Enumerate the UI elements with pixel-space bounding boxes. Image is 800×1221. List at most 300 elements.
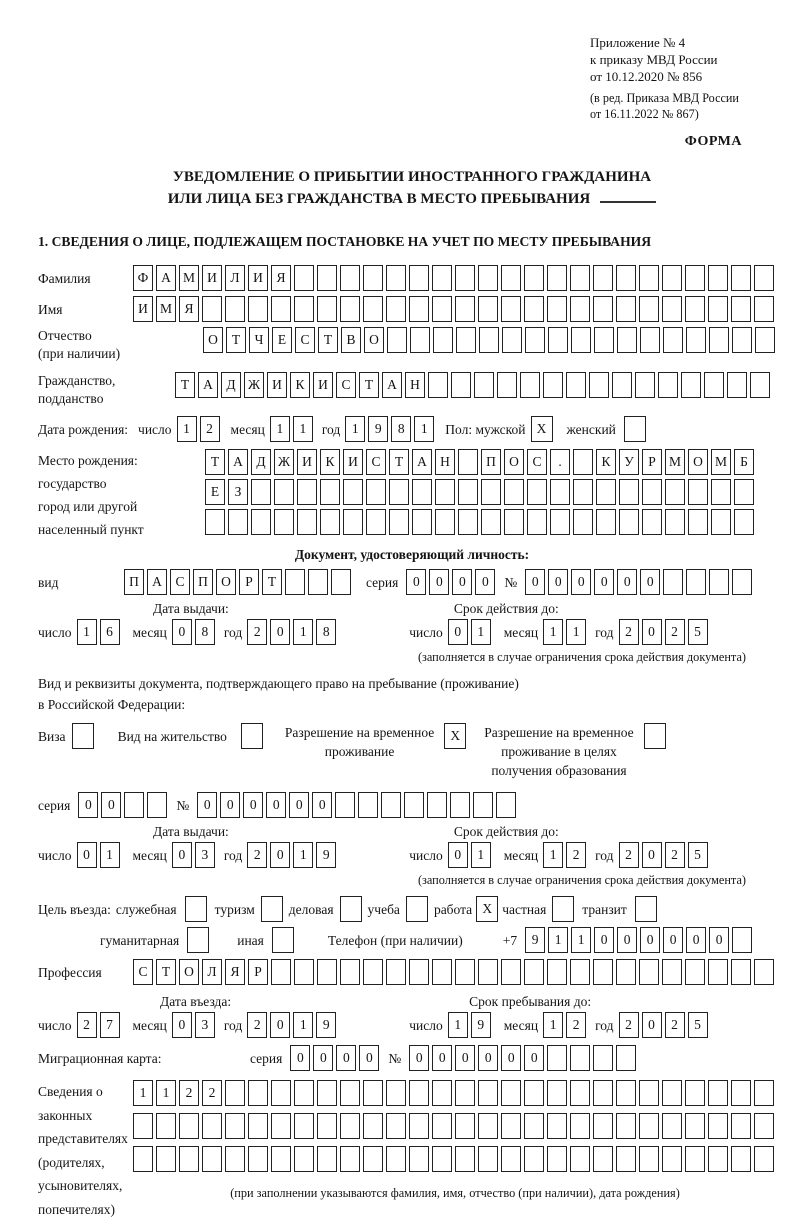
char-cell[interactable] [331, 569, 351, 595]
char-cell[interactable]: 0 [432, 1045, 452, 1071]
char-cell[interactable] [755, 327, 775, 353]
char-cell[interactable] [550, 479, 570, 505]
char-cell[interactable]: 0 [312, 792, 332, 818]
char-cell[interactable] [185, 896, 207, 922]
char-cell[interactable] [363, 1113, 383, 1139]
char-cell[interactable] [750, 372, 770, 398]
char-cell[interactable]: 0 [524, 1045, 544, 1071]
char-cell[interactable]: 1 [133, 1080, 153, 1106]
char-cell[interactable]: 2 [665, 842, 685, 868]
char-cell[interactable]: Т [175, 372, 195, 398]
char-cell[interactable] [340, 265, 360, 291]
char-cell[interactable] [340, 1113, 360, 1139]
char-cell[interactable]: Т [205, 449, 225, 475]
char-cell[interactable] [547, 1146, 567, 1172]
char-cell[interactable] [317, 959, 337, 985]
char-cell[interactable]: 1 [293, 416, 313, 442]
char-cell[interactable] [412, 479, 432, 505]
char-cell[interactable] [389, 509, 409, 535]
char-cell[interactable] [455, 959, 475, 985]
char-cell[interactable] [428, 372, 448, 398]
char-cell[interactable] [320, 509, 340, 535]
char-cell[interactable] [455, 265, 475, 291]
char-cell[interactable]: 0 [101, 792, 121, 818]
char-cell[interactable] [387, 327, 407, 353]
char-cell[interactable]: С [133, 959, 153, 985]
char-cell[interactable] [708, 1080, 728, 1106]
char-cell[interactable]: 3 [195, 842, 215, 868]
char-cell[interactable] [72, 723, 94, 749]
char-cell[interactable] [593, 1146, 613, 1172]
char-cell[interactable]: А [382, 372, 402, 398]
char-cell[interactable] [709, 327, 729, 353]
char-cell[interactable] [271, 1146, 291, 1172]
char-cell[interactable] [612, 372, 632, 398]
char-cell[interactable] [731, 959, 751, 985]
char-cell[interactable] [179, 1113, 199, 1139]
char-cell[interactable]: И [297, 449, 317, 475]
char-cell[interactable]: 0 [290, 1045, 310, 1071]
char-cell[interactable] [593, 1113, 613, 1139]
char-cell[interactable]: Н [405, 372, 425, 398]
char-cell[interactable] [711, 479, 731, 505]
char-cell[interactable] [432, 1080, 452, 1106]
char-cell[interactable]: К [320, 449, 340, 475]
char-cell[interactable]: 0 [501, 1045, 521, 1071]
char-cell[interactable] [147, 792, 167, 818]
char-cell[interactable] [285, 569, 305, 595]
char-cell[interactable]: 0 [594, 569, 614, 595]
char-cell[interactable]: 2 [619, 842, 639, 868]
char-cell[interactable] [731, 265, 751, 291]
char-cell[interactable] [225, 1146, 245, 1172]
char-cell[interactable] [386, 1113, 406, 1139]
char-cell[interactable]: М [156, 296, 176, 322]
char-cell[interactable] [248, 1113, 268, 1139]
char-cell[interactable] [317, 265, 337, 291]
char-cell[interactable]: 0 [270, 842, 290, 868]
char-cell[interactable] [639, 959, 659, 985]
char-cell[interactable]: Т [359, 372, 379, 398]
char-cell[interactable]: 0 [359, 1045, 379, 1071]
char-cell[interactable] [616, 1080, 636, 1106]
char-cell[interactable] [225, 296, 245, 322]
char-cell[interactable] [456, 327, 476, 353]
char-cell[interactable]: О [216, 569, 236, 595]
char-cell[interactable] [297, 479, 317, 505]
char-cell[interactable] [271, 959, 291, 985]
char-cell[interactable] [225, 1080, 245, 1106]
char-cell[interactable] [663, 327, 683, 353]
char-cell[interactable] [547, 1045, 567, 1071]
char-cell[interactable] [640, 327, 660, 353]
char-cell[interactable]: Д [221, 372, 241, 398]
char-cell[interactable] [709, 569, 729, 595]
char-cell[interactable] [248, 1080, 268, 1106]
char-cell[interactable]: Е [272, 327, 292, 353]
char-cell[interactable] [593, 959, 613, 985]
char-cell[interactable]: Т [156, 959, 176, 985]
char-cell[interactable] [427, 792, 447, 818]
char-cell[interactable] [455, 1113, 475, 1139]
char-cell[interactable]: 5 [688, 619, 708, 645]
char-cell[interactable]: Р [642, 449, 662, 475]
char-cell[interactable]: 1 [77, 619, 97, 645]
char-cell[interactable]: О [504, 449, 524, 475]
char-cell[interactable]: И [133, 296, 153, 322]
char-cell[interactable]: 1 [543, 842, 563, 868]
char-cell[interactable] [616, 1113, 636, 1139]
char-cell[interactable]: 2 [566, 842, 586, 868]
char-cell[interactable]: 0 [172, 619, 192, 645]
char-cell[interactable]: Я [225, 959, 245, 985]
char-cell[interactable] [504, 479, 524, 505]
char-cell[interactable] [272, 927, 294, 953]
char-cell[interactable] [639, 1113, 659, 1139]
char-cell[interactable] [639, 265, 659, 291]
char-cell[interactable] [547, 265, 567, 291]
char-cell[interactable]: Л [225, 265, 245, 291]
char-cell[interactable] [732, 327, 752, 353]
char-cell[interactable]: О [364, 327, 384, 353]
char-cell[interactable]: А [156, 265, 176, 291]
char-cell[interactable] [524, 1146, 544, 1172]
char-cell[interactable]: 0 [452, 569, 472, 595]
char-cell[interactable] [685, 959, 705, 985]
char-cell[interactable] [570, 1146, 590, 1172]
char-cell[interactable] [547, 296, 567, 322]
char-cell[interactable]: 3 [195, 1012, 215, 1038]
char-cell[interactable] [156, 1146, 176, 1172]
char-cell[interactable] [593, 265, 613, 291]
char-cell[interactable] [294, 296, 314, 322]
char-cell[interactable] [124, 792, 144, 818]
char-cell[interactable]: 2 [179, 1080, 199, 1106]
char-cell[interactable]: 0 [709, 927, 729, 953]
char-cell[interactable] [734, 479, 754, 505]
char-cell[interactable] [432, 296, 452, 322]
char-cell[interactable]: 1 [548, 927, 568, 953]
char-cell[interactable]: Ф [133, 265, 153, 291]
char-cell[interactable] [478, 1113, 498, 1139]
char-cell[interactable]: 9 [368, 416, 388, 442]
char-cell[interactable] [501, 1146, 521, 1172]
char-cell[interactable]: С [295, 327, 315, 353]
char-cell[interactable] [639, 1146, 659, 1172]
char-cell[interactable]: М [179, 265, 199, 291]
char-cell[interactable]: 9 [316, 842, 336, 868]
char-cell[interactable] [294, 1080, 314, 1106]
char-cell[interactable] [662, 959, 682, 985]
char-cell[interactable] [478, 959, 498, 985]
char-cell[interactable] [317, 1113, 337, 1139]
char-cell[interactable]: Т [226, 327, 246, 353]
char-cell[interactable] [685, 1080, 705, 1106]
char-cell[interactable]: 2 [77, 1012, 97, 1038]
char-cell[interactable] [570, 959, 590, 985]
char-cell[interactable]: 6 [100, 619, 120, 645]
char-cell[interactable]: 0 [448, 842, 468, 868]
char-cell[interactable] [228, 509, 248, 535]
char-cell[interactable]: 2 [200, 416, 220, 442]
char-cell[interactable]: 0 [77, 842, 97, 868]
char-cell[interactable] [685, 1146, 705, 1172]
char-cell[interactable]: 8 [316, 619, 336, 645]
char-cell[interactable] [501, 1113, 521, 1139]
char-cell[interactable]: И [202, 265, 222, 291]
char-cell[interactable] [187, 927, 209, 953]
char-cell[interactable] [524, 1080, 544, 1106]
char-cell[interactable]: 0 [686, 927, 706, 953]
char-cell[interactable] [363, 959, 383, 985]
char-cell[interactable] [708, 296, 728, 322]
char-cell[interactable] [662, 296, 682, 322]
char-cell[interactable]: 0 [197, 792, 217, 818]
char-cell[interactable] [340, 1146, 360, 1172]
char-cell[interactable] [732, 927, 752, 953]
char-cell[interactable] [525, 327, 545, 353]
char-cell[interactable] [681, 372, 701, 398]
char-cell[interactable] [343, 479, 363, 505]
char-cell[interactable] [524, 265, 544, 291]
char-cell[interactable] [317, 1080, 337, 1106]
char-cell[interactable]: К [290, 372, 310, 398]
char-cell[interactable]: Б [734, 449, 754, 475]
char-cell[interactable]: К [596, 449, 616, 475]
char-cell[interactable] [708, 1113, 728, 1139]
char-cell[interactable] [543, 372, 563, 398]
char-cell[interactable] [386, 1146, 406, 1172]
char-cell[interactable]: 0 [478, 1045, 498, 1071]
char-cell[interactable]: 1 [448, 1012, 468, 1038]
char-cell[interactable] [474, 372, 494, 398]
char-cell[interactable] [432, 1113, 452, 1139]
char-cell[interactable]: 0 [409, 1045, 429, 1071]
char-cell[interactable]: 0 [594, 927, 614, 953]
char-cell[interactable] [754, 1080, 774, 1106]
char-cell[interactable] [573, 479, 593, 505]
char-cell[interactable] [133, 1113, 153, 1139]
char-cell[interactable] [731, 1080, 751, 1106]
char-cell[interactable] [308, 569, 328, 595]
char-cell[interactable] [635, 372, 655, 398]
char-cell[interactable] [251, 509, 271, 535]
char-cell[interactable] [524, 296, 544, 322]
char-cell[interactable]: 0 [640, 569, 660, 595]
char-cell[interactable] [619, 479, 639, 505]
char-cell[interactable] [754, 296, 774, 322]
char-cell[interactable]: 5 [688, 842, 708, 868]
char-cell[interactable] [665, 479, 685, 505]
char-cell[interactable]: 2 [247, 842, 267, 868]
char-cell[interactable] [248, 296, 268, 322]
char-cell[interactable]: 0 [220, 792, 240, 818]
char-cell[interactable] [594, 327, 614, 353]
char-cell[interactable]: 0 [266, 792, 286, 818]
char-cell[interactable]: 0 [475, 569, 495, 595]
char-cell[interactable] [274, 479, 294, 505]
char-cell[interactable]: 1 [543, 1012, 563, 1038]
char-cell[interactable] [455, 1080, 475, 1106]
char-cell[interactable] [731, 296, 751, 322]
char-cell[interactable]: 0 [172, 1012, 192, 1038]
char-cell[interactable]: 9 [471, 1012, 491, 1038]
char-cell[interactable]: 0 [617, 569, 637, 595]
char-cell[interactable] [435, 509, 455, 535]
char-cell[interactable]: З [228, 479, 248, 505]
char-cell[interactable] [409, 959, 429, 985]
char-cell[interactable]: М [665, 449, 685, 475]
char-cell[interactable] [502, 327, 522, 353]
char-cell[interactable] [570, 265, 590, 291]
char-cell[interactable]: Е [205, 479, 225, 505]
char-cell[interactable] [432, 265, 452, 291]
char-cell[interactable]: 1 [345, 416, 365, 442]
char-cell[interactable]: 1 [100, 842, 120, 868]
char-cell[interactable] [261, 896, 283, 922]
char-cell[interactable]: О [179, 959, 199, 985]
char-cell[interactable] [481, 479, 501, 505]
char-cell[interactable]: А [147, 569, 167, 595]
char-cell[interactable] [686, 327, 706, 353]
char-cell[interactable]: 0 [548, 569, 568, 595]
char-cell[interactable] [501, 265, 521, 291]
char-cell[interactable] [225, 1113, 245, 1139]
char-cell[interactable] [478, 296, 498, 322]
char-cell[interactable]: 1 [414, 416, 434, 442]
char-cell[interactable]: 1 [471, 619, 491, 645]
char-cell[interactable] [409, 1080, 429, 1106]
char-cell[interactable] [704, 372, 724, 398]
char-cell[interactable] [524, 1113, 544, 1139]
char-cell[interactable]: X [476, 896, 498, 922]
char-cell[interactable]: 0 [525, 569, 545, 595]
char-cell[interactable] [504, 509, 524, 535]
char-cell[interactable] [497, 372, 517, 398]
char-cell[interactable] [386, 296, 406, 322]
char-cell[interactable] [451, 372, 471, 398]
char-cell[interactable]: Д [251, 449, 271, 475]
char-cell[interactable]: 2 [665, 1012, 685, 1038]
char-cell[interactable] [340, 959, 360, 985]
char-cell[interactable]: 1 [566, 619, 586, 645]
char-cell[interactable] [481, 509, 501, 535]
char-cell[interactable] [409, 296, 429, 322]
char-cell[interactable]: 2 [665, 619, 685, 645]
char-cell[interactable]: 0 [289, 792, 309, 818]
char-cell[interactable] [596, 509, 616, 535]
char-cell[interactable] [685, 265, 705, 291]
char-cell[interactable]: 0 [663, 927, 683, 953]
char-cell[interactable] [570, 1080, 590, 1106]
char-cell[interactable] [617, 327, 637, 353]
char-cell[interactable] [410, 327, 430, 353]
char-cell[interactable]: 9 [316, 1012, 336, 1038]
char-cell[interactable] [294, 959, 314, 985]
char-cell[interactable]: 0 [448, 619, 468, 645]
char-cell[interactable] [343, 509, 363, 535]
char-cell[interactable] [527, 479, 547, 505]
char-cell[interactable] [596, 479, 616, 505]
char-cell[interactable] [570, 296, 590, 322]
char-cell[interactable] [639, 1080, 659, 1106]
char-cell[interactable]: 2 [202, 1080, 222, 1106]
char-cell[interactable]: 0 [642, 1012, 662, 1038]
char-cell[interactable]: 0 [336, 1045, 356, 1071]
char-cell[interactable]: 0 [172, 842, 192, 868]
char-cell[interactable] [455, 1146, 475, 1172]
char-cell[interactable]: 1 [270, 416, 290, 442]
char-cell[interactable] [639, 296, 659, 322]
char-cell[interactable] [294, 265, 314, 291]
char-cell[interactable] [478, 265, 498, 291]
char-cell[interactable] [571, 327, 591, 353]
char-cell[interactable] [732, 569, 752, 595]
char-cell[interactable]: 0 [243, 792, 263, 818]
char-cell[interactable] [662, 1113, 682, 1139]
char-cell[interactable] [501, 959, 521, 985]
char-cell[interactable] [619, 509, 639, 535]
char-cell[interactable] [458, 449, 478, 475]
char-cell[interactable]: 1 [471, 842, 491, 868]
char-cell[interactable] [478, 1080, 498, 1106]
char-cell[interactable] [527, 509, 547, 535]
char-cell[interactable]: 0 [270, 1012, 290, 1038]
char-cell[interactable] [274, 509, 294, 535]
char-cell[interactable] [616, 959, 636, 985]
char-cell[interactable] [754, 1113, 774, 1139]
char-cell[interactable]: 0 [617, 927, 637, 953]
char-cell[interactable] [570, 1113, 590, 1139]
char-cell[interactable] [340, 1080, 360, 1106]
char-cell[interactable]: 2 [566, 1012, 586, 1038]
char-cell[interactable]: 0 [406, 569, 426, 595]
char-cell[interactable] [731, 1146, 751, 1172]
char-cell[interactable] [573, 449, 593, 475]
char-cell[interactable] [593, 1080, 613, 1106]
char-cell[interactable] [381, 792, 401, 818]
char-cell[interactable] [550, 509, 570, 535]
char-cell[interactable] [635, 896, 657, 922]
char-cell[interactable] [547, 1080, 567, 1106]
char-cell[interactable] [520, 372, 540, 398]
char-cell[interactable]: Т [262, 569, 282, 595]
char-cell[interactable]: П [481, 449, 501, 475]
char-cell[interactable] [473, 792, 493, 818]
char-cell[interactable] [708, 959, 728, 985]
char-cell[interactable] [432, 959, 452, 985]
char-cell[interactable] [734, 509, 754, 535]
char-cell[interactable] [133, 1146, 153, 1172]
char-cell[interactable] [241, 723, 263, 749]
char-cell[interactable] [358, 792, 378, 818]
char-cell[interactable]: С [527, 449, 547, 475]
char-cell[interactable]: 0 [455, 1045, 475, 1071]
char-cell[interactable] [386, 265, 406, 291]
char-cell[interactable] [573, 509, 593, 535]
char-cell[interactable]: 7 [100, 1012, 120, 1038]
char-cell[interactable]: У [619, 449, 639, 475]
char-cell[interactable]: С [366, 449, 386, 475]
char-cell[interactable] [271, 1113, 291, 1139]
char-cell[interactable]: И [343, 449, 363, 475]
char-cell[interactable]: 2 [619, 619, 639, 645]
char-cell[interactable]: Р [239, 569, 259, 595]
char-cell[interactable]: Ж [274, 449, 294, 475]
char-cell[interactable]: 2 [247, 619, 267, 645]
char-cell[interactable] [455, 296, 475, 322]
char-cell[interactable] [711, 509, 731, 535]
